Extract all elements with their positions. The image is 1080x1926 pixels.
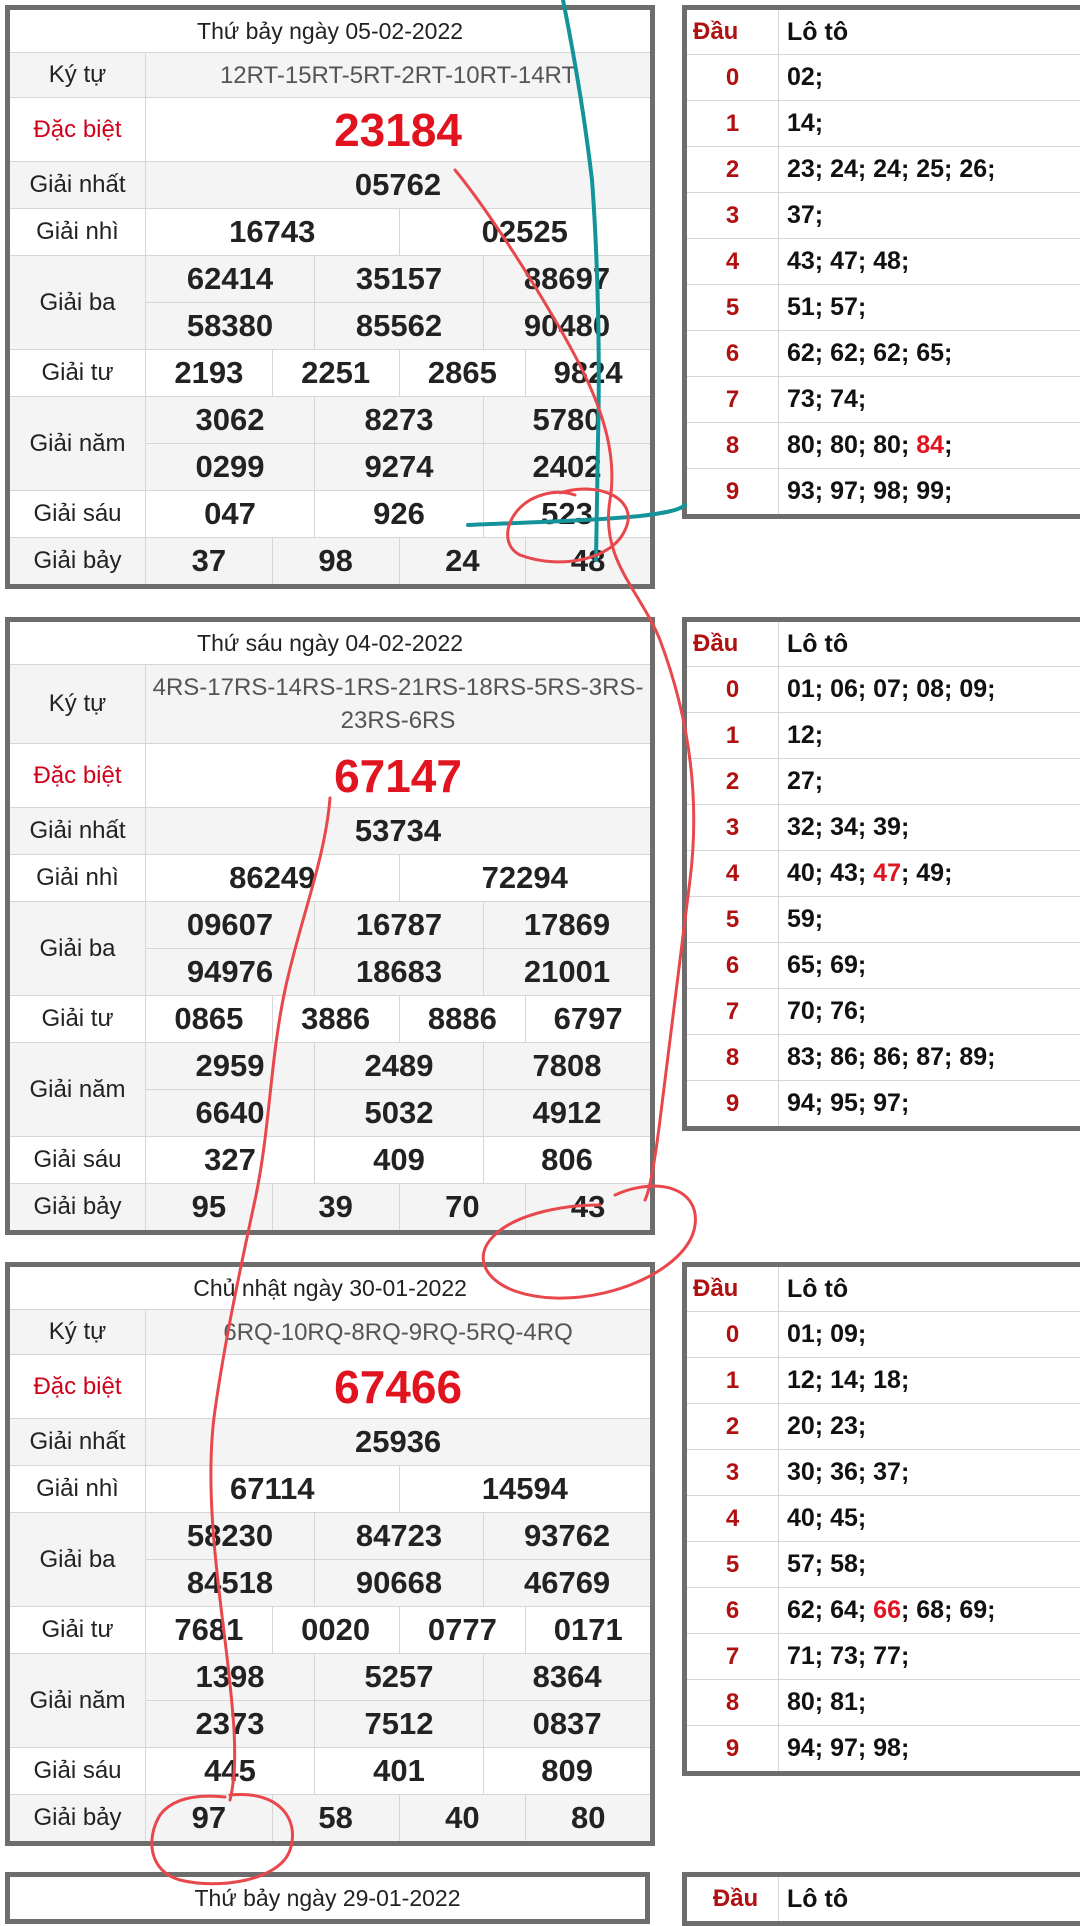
fifth-prize-number: 6640 <box>146 1090 315 1137</box>
label-giai-bay: Giải bảy <box>8 1795 146 1844</box>
first-prize-number: 05762 <box>146 162 653 209</box>
loto-dau-digit: 0 <box>685 55 779 101</box>
loto-value-text: ; 68; 69; <box>901 1596 995 1624</box>
loto-values <box>779 759 1080 805</box>
loto-dau-digit: 7 <box>685 1634 779 1680</box>
loto-row <box>685 1496 1080 1542</box>
loto-dau-digit: 0 <box>685 667 779 713</box>
loto-value-text: 40; 45; <box>787 1504 866 1532</box>
loto-table <box>682 617 1080 1131</box>
loto-special-value: 66 <box>873 1596 901 1624</box>
loto-dau-digit: 2 <box>685 1404 779 1450</box>
loto-value-text: 71; 73; 77; <box>787 1642 909 1670</box>
fifth-prize-number: 5032 <box>315 1090 484 1137</box>
loto-value-text: 20; 23; <box>787 1412 866 1440</box>
special-prize-number: 67466 <box>146 1355 653 1419</box>
loto-dau-digit: 8 <box>685 423 779 469</box>
loto-row <box>685 1358 1080 1404</box>
second-prize-number: 86249 <box>146 855 400 902</box>
third-prize-number: 85562 <box>315 303 484 350</box>
loto-dau-digit: 5 <box>685 285 779 331</box>
loto-values <box>779 239 1080 285</box>
label-giai-nhat: Giải nhất <box>8 808 146 855</box>
label-giai-nam: Giải năm <box>8 397 146 491</box>
loto-row <box>685 1588 1080 1634</box>
fourth-prize-number: 0865 <box>146 996 273 1043</box>
label-giai-sau: Giải sáu <box>8 1137 146 1184</box>
label-giai-nam: Giải năm <box>8 1654 146 1748</box>
loto-dau-digit: 4 <box>685 239 779 285</box>
third-prize-number: 62414 <box>146 256 315 303</box>
label-giai-ba: Giải ba <box>8 256 146 350</box>
sixth-prize-number: 327 <box>146 1137 315 1184</box>
label-giai-nhat: Giải nhất <box>8 1419 146 1466</box>
result-date: Thứ bảy ngày 05-02-2022 <box>8 8 653 53</box>
loto-value-text: 73; 74; <box>787 385 866 413</box>
loto-head-loto: Lô tô <box>779 1875 1080 1924</box>
loto-value-text: 14; <box>787 109 823 137</box>
loto-values <box>779 713 1080 759</box>
loto-row <box>685 667 1080 713</box>
loto-row <box>685 1450 1080 1496</box>
loto-values <box>779 1081 1080 1129</box>
loto-values <box>779 1726 1080 1774</box>
third-prize-number: 88697 <box>484 256 653 303</box>
loto-values <box>779 1542 1080 1588</box>
loto-value-text: 80; 80; 80; <box>787 431 916 459</box>
second-prize-number: 16743 <box>146 209 400 256</box>
third-prize-number: 84518 <box>146 1560 315 1607</box>
loto-value-text: 59; <box>787 905 823 933</box>
loto-values <box>779 55 1080 101</box>
label-dacbiet: Đặc biệt <box>8 1355 146 1419</box>
seventh-prize-number: 97 <box>146 1795 273 1844</box>
fifth-prize-number: 2959 <box>146 1043 315 1090</box>
loto-values <box>779 805 1080 851</box>
loto-table <box>682 1262 1080 1776</box>
loto-dau-digit: 7 <box>685 377 779 423</box>
kytu-value: 4RS-17RS-14RS-1RS-21RS-18RS-5RS-3RS-23RS-6RS <box>146 665 653 744</box>
label-dacbiet: Đặc biệt <box>8 98 146 162</box>
loto-row <box>685 713 1080 759</box>
loto-row <box>685 147 1080 193</box>
loto-values <box>779 1035 1080 1081</box>
loto-row <box>685 239 1080 285</box>
fourth-prize-number: 0171 <box>526 1607 653 1654</box>
third-prize-number: 90480 <box>484 303 653 350</box>
loto-dau-digit: 2 <box>685 759 779 805</box>
loto-value-text: 12; <box>787 721 823 749</box>
sixth-prize-number: 445 <box>146 1748 315 1795</box>
loto-value-text: 65; 69; <box>787 951 866 979</box>
loto-dau-digit: 8 <box>685 1035 779 1081</box>
fifth-prize-number: 0837 <box>484 1701 653 1748</box>
label-giai-nhi: Giải nhì <box>8 1466 146 1513</box>
loto-dau-digit: 9 <box>685 1081 779 1129</box>
label-giai-tu: Giải tư <box>8 350 146 397</box>
loto-row <box>685 423 1080 469</box>
special-prize-number: 67147 <box>146 744 653 808</box>
loto-row <box>685 943 1080 989</box>
result-table <box>5 5 655 589</box>
loto-dau-digit: 6 <box>685 1588 779 1634</box>
loto-row <box>685 331 1080 377</box>
seventh-prize-number: 48 <box>526 538 653 587</box>
loto-row <box>685 1542 1080 1588</box>
fourth-prize-number: 9824 <box>526 350 653 397</box>
loto-value-text: 62; 64; <box>787 1596 873 1624</box>
label-giai-sau: Giải sáu <box>8 1748 146 1795</box>
loto-values <box>779 423 1080 469</box>
fourth-prize-number: 8886 <box>399 996 526 1043</box>
fourth-prize-number: 7681 <box>146 1607 273 1654</box>
sixth-prize-number: 926 <box>315 491 484 538</box>
loto-dau-digit: 5 <box>685 1542 779 1588</box>
loto-special-value: 84 <box>916 431 944 459</box>
seventh-prize-number: 70 <box>399 1184 526 1233</box>
third-prize-number: 21001 <box>484 949 653 996</box>
label-giai-nhat: Giải nhất <box>8 162 146 209</box>
loto-head-dau: Đầu <box>685 1265 779 1312</box>
loto-dau-digit: 1 <box>685 713 779 759</box>
loto-value-text: 30; 36; 37; <box>787 1458 909 1486</box>
loto-row <box>685 1680 1080 1726</box>
second-prize-number: 67114 <box>146 1466 400 1513</box>
seventh-prize-number: 24 <box>399 538 526 587</box>
fifth-prize-number: 7808 <box>484 1043 653 1090</box>
third-prize-number: 58230 <box>146 1513 315 1560</box>
loto-row <box>685 1634 1080 1680</box>
label-kytu: Ký tự <box>8 53 146 98</box>
loto-value-text: 32; 34; 39; <box>787 813 909 841</box>
loto-dau-digit: 1 <box>685 1358 779 1404</box>
loto-head-dau: Đầu <box>685 1875 779 1924</box>
loto-dau-digit: 3 <box>685 193 779 239</box>
fifth-prize-number: 5257 <box>315 1654 484 1701</box>
loto-values <box>779 1634 1080 1680</box>
loto-value-text: 94; 95; 97; <box>787 1089 909 1117</box>
sixth-prize-number: 047 <box>146 491 315 538</box>
loto-values <box>779 667 1080 713</box>
result-date: Chủ nhật ngày 30-01-2022 <box>8 1265 653 1310</box>
loto-values <box>779 1496 1080 1542</box>
label-giai-nhi: Giải nhì <box>8 209 146 256</box>
loto-value-text: 57; 58; <box>787 1550 866 1578</box>
label-kytu: Ký tự <box>8 665 146 744</box>
fifth-prize-number: 2402 <box>484 444 653 491</box>
third-prize-number: 94976 <box>146 949 315 996</box>
kytu-value: 6RQ-10RQ-8RQ-9RQ-5RQ-4RQ <box>146 1310 653 1355</box>
loto-dau-digit: 0 <box>685 1312 779 1358</box>
loto-dau-digit: 4 <box>685 851 779 897</box>
loto-row <box>685 851 1080 897</box>
result-table-partial <box>5 1872 650 1924</box>
special-prize-number: 23184 <box>146 98 653 162</box>
fifth-prize-number: 0299 <box>146 444 315 491</box>
loto-value-text: 40; 43; <box>787 859 873 887</box>
third-prize-number: 17869 <box>484 902 653 949</box>
seventh-prize-number: 43 <box>526 1184 653 1233</box>
fourth-prize-number: 0020 <box>272 1607 399 1654</box>
loto-dau-digit: 2 <box>685 147 779 193</box>
loto-table <box>682 5 1080 519</box>
loto-row <box>685 989 1080 1035</box>
fourth-prize-number: 3886 <box>272 996 399 1043</box>
label-dacbiet: Đặc biệt <box>8 744 146 808</box>
third-prize-number: 46769 <box>484 1560 653 1607</box>
loto-dau-digit: 9 <box>685 469 779 517</box>
fifth-prize-number: 8273 <box>315 397 484 444</box>
loto-values <box>779 377 1080 423</box>
loto-value-text: ; <box>944 431 952 459</box>
seventh-prize-number: 80 <box>526 1795 653 1844</box>
third-prize-number: 58380 <box>146 303 315 350</box>
loto-dau-digit: 3 <box>685 1450 779 1496</box>
loto-value-text: 80; 81; <box>787 1688 866 1716</box>
fifth-prize-number: 4912 <box>484 1090 653 1137</box>
loto-value-text: ; 49; <box>901 859 952 887</box>
loto-value-text: 37; <box>787 201 823 229</box>
fourth-prize-number: 2865 <box>399 350 526 397</box>
fifth-prize-number: 3062 <box>146 397 315 444</box>
loto-table-partial <box>682 1872 1080 1926</box>
loto-row <box>685 1404 1080 1450</box>
loto-dau-digit: 6 <box>685 331 779 377</box>
seventh-prize-number: 37 <box>146 538 273 587</box>
loto-value-text: 94; 97; 98; <box>787 1734 909 1762</box>
loto-values <box>779 101 1080 147</box>
loto-values <box>779 1312 1080 1358</box>
loto-values <box>779 1358 1080 1404</box>
first-prize-number: 25936 <box>146 1419 653 1466</box>
loto-values <box>779 1404 1080 1450</box>
loto-values <box>779 1450 1080 1496</box>
loto-values <box>779 147 1080 193</box>
second-prize-number: 14594 <box>399 1466 653 1513</box>
fifth-prize-number: 7512 <box>315 1701 484 1748</box>
loto-dau-digit: 1 <box>685 101 779 147</box>
seventh-prize-number: 39 <box>272 1184 399 1233</box>
loto-dau-digit: 7 <box>685 989 779 1035</box>
loto-values <box>779 851 1080 897</box>
loto-head-loto: Lô tô <box>779 1265 1080 1312</box>
label-giai-bay: Giải bảy <box>8 1184 146 1233</box>
loto-dau-digit: 3 <box>685 805 779 851</box>
loto-values <box>779 897 1080 943</box>
fifth-prize-number: 9274 <box>315 444 484 491</box>
third-prize-number: 18683 <box>315 949 484 996</box>
fourth-prize-number: 0777 <box>399 1607 526 1654</box>
loto-head-loto: Lô tô <box>779 8 1080 55</box>
loto-values <box>779 1588 1080 1634</box>
loto-value-text: 70; 76; <box>787 997 866 1025</box>
second-prize-number: 72294 <box>399 855 653 902</box>
label-giai-sau: Giải sáu <box>8 491 146 538</box>
loto-value-text: 83; 86; 86; 87; 89; <box>787 1043 995 1071</box>
loto-value-text: 02; <box>787 63 823 91</box>
label-giai-nam: Giải năm <box>8 1043 146 1137</box>
fifth-prize-number: 2373 <box>146 1701 315 1748</box>
sixth-prize-number: 523 <box>484 491 653 538</box>
result-table <box>5 617 655 1235</box>
fifth-prize-number: 2489 <box>315 1043 484 1090</box>
loto-dau-digit: 6 <box>685 943 779 989</box>
kytu-value: 12RT-15RT-5RT-2RT-10RT-14RT <box>146 53 653 98</box>
loto-row <box>685 1726 1080 1774</box>
result-date: Thứ sáu ngày 04-02-2022 <box>8 620 653 665</box>
fifth-prize-number: 1398 <box>146 1654 315 1701</box>
loto-value-text: 01; 06; 07; 08; 09; <box>787 675 995 703</box>
third-prize-number: 90668 <box>315 1560 484 1607</box>
loto-values <box>779 193 1080 239</box>
third-prize-number: 93762 <box>484 1513 653 1560</box>
fourth-prize-number: 2193 <box>146 350 273 397</box>
label-kytu: Ký tự <box>8 1310 146 1355</box>
loto-value-text: 93; 97; 98; 99; <box>787 477 952 505</box>
loto-special-value: 47 <box>873 859 901 887</box>
loto-row <box>685 469 1080 517</box>
label-giai-ba: Giải ba <box>8 902 146 996</box>
loto-head-dau: Đầu <box>685 8 779 55</box>
label-giai-tu: Giải tư <box>8 1607 146 1654</box>
loto-head-dau: Đầu <box>685 620 779 667</box>
loto-row <box>685 1035 1080 1081</box>
loto-row <box>685 193 1080 239</box>
fourth-prize-number: 2251 <box>272 350 399 397</box>
loto-values <box>779 331 1080 377</box>
seventh-prize-number: 58 <box>272 1795 399 1844</box>
seventh-prize-number: 98 <box>272 538 399 587</box>
loto-value-text: 12; 14; 18; <box>787 1366 909 1394</box>
result-date: Thứ bảy ngày 29-01-2022 <box>8 1875 648 1922</box>
sixth-prize-number: 806 <box>484 1137 653 1184</box>
loto-row <box>685 101 1080 147</box>
loto-row <box>685 897 1080 943</box>
fourth-prize-number: 6797 <box>526 996 653 1043</box>
first-prize-number: 53734 <box>146 808 653 855</box>
third-prize-number: 16787 <box>315 902 484 949</box>
loto-dau-digit: 4 <box>685 1496 779 1542</box>
fifth-prize-number: 8364 <box>484 1654 653 1701</box>
loto-row <box>685 1081 1080 1129</box>
loto-value-text: 62; 62; 62; 65; <box>787 339 952 367</box>
loto-values <box>779 943 1080 989</box>
label-giai-nhi: Giải nhì <box>8 855 146 902</box>
loto-value-text: 51; 57; <box>787 293 866 321</box>
loto-value-text: 01; 09; <box>787 1320 866 1348</box>
result-table <box>5 1262 655 1846</box>
loto-values <box>779 285 1080 331</box>
loto-values <box>779 989 1080 1035</box>
third-prize-number: 09607 <box>146 902 315 949</box>
label-giai-bay: Giải bảy <box>8 538 146 587</box>
second-prize-number: 02525 <box>399 209 653 256</box>
loto-row <box>685 805 1080 851</box>
loto-dau-digit: 9 <box>685 1726 779 1774</box>
loto-value-text: 27; <box>787 767 823 795</box>
sixth-prize-number: 809 <box>484 1748 653 1795</box>
fifth-prize-number: 5780 <box>484 397 653 444</box>
loto-row <box>685 759 1080 805</box>
sixth-prize-number: 409 <box>315 1137 484 1184</box>
loto-value-text: 43; 47; 48; <box>787 247 909 275</box>
label-giai-tu: Giải tư <box>8 996 146 1043</box>
label-giai-ba: Giải ba <box>8 1513 146 1607</box>
loto-head-loto: Lô tô <box>779 620 1080 667</box>
sixth-prize-number: 401 <box>315 1748 484 1795</box>
loto-dau-digit: 5 <box>685 897 779 943</box>
loto-row <box>685 1312 1080 1358</box>
loto-value-text: 23; 24; 24; 25; 26; <box>787 155 995 183</box>
loto-row <box>685 55 1080 101</box>
loto-values <box>779 469 1080 517</box>
loto-values <box>779 1680 1080 1726</box>
loto-dau-digit: 8 <box>685 1680 779 1726</box>
loto-row <box>685 285 1080 331</box>
loto-row <box>685 377 1080 423</box>
seventh-prize-number: 95 <box>146 1184 273 1233</box>
third-prize-number: 35157 <box>315 256 484 303</box>
seventh-prize-number: 40 <box>399 1795 526 1844</box>
third-prize-number: 84723 <box>315 1513 484 1560</box>
